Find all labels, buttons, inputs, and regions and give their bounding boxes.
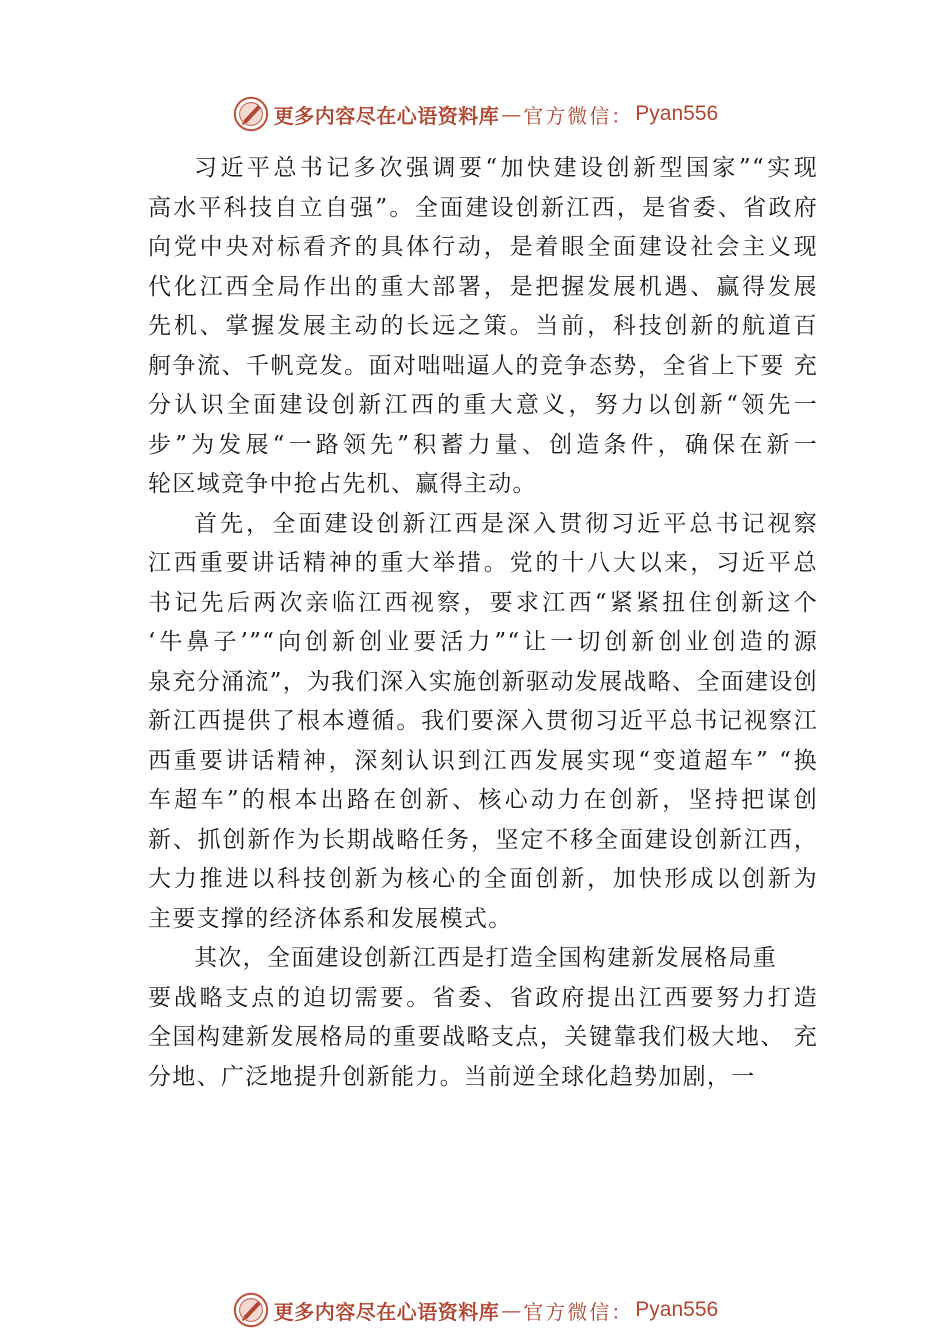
header-banner <box>0 92 950 136</box>
text-line: 其次，全面建设创新江西是打造全国构建新发展格局重 <box>194 945 778 971</box>
article-body <box>148 149 818 1097</box>
text-line: 全国构建新发展格局的重要战略支点，关键靠我们极大地、 充 <box>148 1024 818 1050</box>
banner-main-text: 更多内容尽在心语资料库 <box>273 1299 500 1324</box>
text-line: ‘牛鼻子’”“向创新创业要活力”“让一切创新创业创造的源 <box>148 629 818 655</box>
text-line: 新江西提供了根本遵循。我们要深入贯彻习近平总书记视察江 <box>148 708 818 734</box>
banner-dash: — <box>501 102 522 126</box>
banner-wechat-label: 官方微信： <box>523 1299 634 1324</box>
text-line: 西重要讲话精神，深刻认识到江西发展实现“变道超车” “换 <box>148 747 818 774</box>
text-line: 舸争流、千帆竞发。面对咄咄逼人的竞争态势，全省上下要 充 <box>148 352 818 379</box>
text-line: 泉充分涌流”，为我们深入实施创新驱动发展战略、全面建设创 <box>148 668 818 695</box>
text-line: 分认识全面建设创新江西的重大意义，努力以创新“领先一 <box>148 392 818 418</box>
text-line: 先机、掌握发展主动的长远之策。当前，科技创新的航道百 <box>148 313 818 339</box>
text-line: 主要支撑的经济体系和发展模式。 <box>148 905 513 932</box>
text-line: 步”为发展“一路领先”积蓄力量、创造条件，确保在新一 <box>148 431 818 458</box>
text-line: 轮区域竞争中抢占先机、赢得主动。 <box>148 471 537 497</box>
text-line: 大力推进以科技创新为核心的全面创新，加快形成以创新为 <box>148 866 818 892</box>
text-line: 新、抓创新作为长期战略任务，坚定不移全面建设创新江西， <box>148 826 818 853</box>
seal-logo-icon <box>232 1291 270 1329</box>
text-line: 高水平科技自立自强”。全面建设创新江西，是省委、省政府 <box>148 194 818 221</box>
text-line: 车超车”的根本出路在创新、核心动力在创新，坚持把谋创 <box>148 787 818 813</box>
banner-main-text: 更多内容尽在心语资料库 <box>273 103 500 128</box>
footer-banner <box>0 1288 950 1332</box>
text-line: 江西重要讲话精神的重大举措。党的十八大以来，习近平总 <box>148 550 818 576</box>
text-line: 分地、广泛地提升创新能力。当前逆全球化趋势加剧，一 <box>148 1063 756 1090</box>
text-line: 书记先后两次亲临江西视察，要求江西“紧紧扭住创新这个 <box>148 589 818 616</box>
text-line: 代化江西全局作出的重大部署，是把握发展机遇、赢得发展 <box>148 273 818 300</box>
banner-dash: — <box>501 1298 522 1322</box>
text-line: 首先，全面建设创新江西是深入贯彻习近平总书记视察 <box>194 510 818 537</box>
banner-wechat-id: Pyan556 <box>635 102 719 125</box>
text-line: 向党中央对标看齐的具体行动，是着眼全面建设社会主义现 <box>148 234 818 260</box>
banner-wechat-id: Pyan556 <box>635 1298 719 1321</box>
text-line: 习近平总书记多次强调要“加快建设创新型国家”“实现 <box>194 155 818 181</box>
text-line: 要战略支点的迫切需要。省委、省政府提出江西要努力打造 <box>148 984 818 1011</box>
seal-logo-icon <box>232 95 270 133</box>
banner-wechat-label: 官方微信： <box>523 103 634 128</box>
